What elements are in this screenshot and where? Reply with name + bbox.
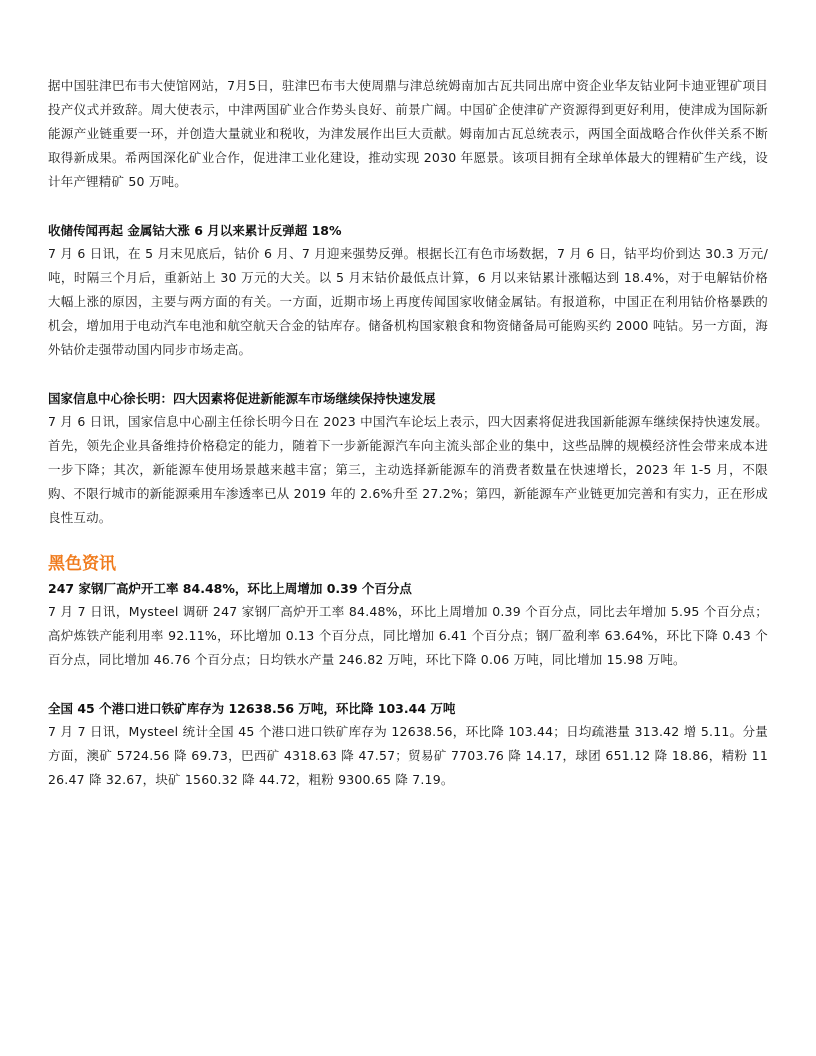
article-headline: 247 家钢厂高炉开工率 84.48%，环比上周增加 0.39 个百分点	[48, 581, 412, 596]
article-body: 7 月 6 日讯，在 5 月末见底后，钴价 6 月、7 月迎来强势反弹。根据长江有色市场数据，7 月 6 日，钴平均价到达 30.3 万元/吨，时隔三个月后，重新站上 30 万元的大关。以 5 月末钴价最低点计算，6 月以来钴累计涨幅达到 18.4%，对于电解钴价格大幅上涨的原因，主要与两方面的有关。一方面，近期市场上再度传闻国家收储金属钴。有报道称，中国正在利用钴价格暴跌的机会，增加用于电动汽车电池和航空航天合金的钴库存。储备机构国家粮食和物资储备局可能购买约 2000 吨钴。另一方面，海外钴价走强带动国内同步市场走高。	[48, 246, 768, 357]
article-body: 7 月 7 日讯，Mysteel 统计全国 45 个港口进口铁矿库存为 12638.56，环比降 103.44；日均疏港量 313.42 增 5.11。分量方面，澳矿 5724.56 降 69.73，巴西矿 4318.63 降 47.57；贸易矿 7703.76 降 14.17，球团 651.12 降 18.86，精粉 1126.47 降 32.67，块矿 1560.32 降 44.72，粗粉 9300.65 降 7.19。	[48, 724, 768, 787]
article-body: 7 月 6 日讯，国家信息中心副主任徐长明今日在 2023 中国汽车论坛上表示，四大因素将促进我国新能源车继续保持快速发展。首先，领先企业具备维持价格稳定的能力，随着下一步新能源汽车向主流头部企业的集中，这些品牌的规模经济性会带来成本进一步下降；其次，新能源车使用场景越来越丰富；第三，主动选择新能源车的消费者数量在快速增长，2023 年 1-5 月，不限购、不限行城市的新能源乘用车渗透率已从 2019 年的 2.6%升至 27.2%；第四，新能源车产业链更加完善和有实力，正在形成良性互动。	[48, 414, 768, 525]
article-headline: 收储传闻再起 金属钴大涨 6 月以来累计反弹超 18%	[48, 223, 342, 238]
article-new-energy-vehicles	[48, 388, 768, 530]
article-body: 7 月 7 日讯，Mysteel 调研 247 家钢厂高炉开工率 84.48%，环比上周增加 0.39 个百分点，同比去年增加 5.95 个百分点；高炉炼铁产能利用率 92.11%，环比增加 0.13 个百分点，同比增加 6.41 个百分点；钢厂盈利率 63.64%，环比下降 0.43 个百分点，同比增加 46.76 个百分点；日均铁水产量 246.82 万吨，环比下降 0.06 万吨，同比增加 15.98 万吨。	[48, 604, 768, 667]
document-content	[48, 74, 768, 792]
article-blast-furnace	[48, 578, 768, 672]
section-title-black-news: 黑色资讯	[48, 554, 116, 574]
intro-paragraph: 据中国驻津巴布韦大使馆网站，7月5日，驻津巴布韦大使周鼎与津总统姆南加古瓦共同出席中资企业华友钴业阿卡迪亚锂矿项目投产仪式并致辞。周大使表示，中津两国矿业合作势头良好、前景广阔。中国矿企使津矿产资源得到更好利用，使津成为国际新能源产业链重要一环，并创造大量就业和税收，为津发展作出巨大贡献。姆南加古瓦总统表示，两国全面战略合作伙伴关系不断取得新成果。希两国深化矿业合作，促进津工业化建设，推动实现 2030 年愿景。该项目拥有全球单体最大的锂精矿生产线，设计年产锂精矿 50 万吨。	[48, 78, 768, 189]
article-cobalt	[48, 220, 768, 362]
article-headline: 国家信息中心徐长明：四大因素将促进新能源车市场继续保持快速发展	[48, 391, 436, 406]
article-headline: 全国 45 个港口进口铁矿库存为 12638.56 万吨，环比降 103.44 万吨	[48, 701, 456, 716]
article-iron-ore-inventory	[48, 698, 768, 792]
